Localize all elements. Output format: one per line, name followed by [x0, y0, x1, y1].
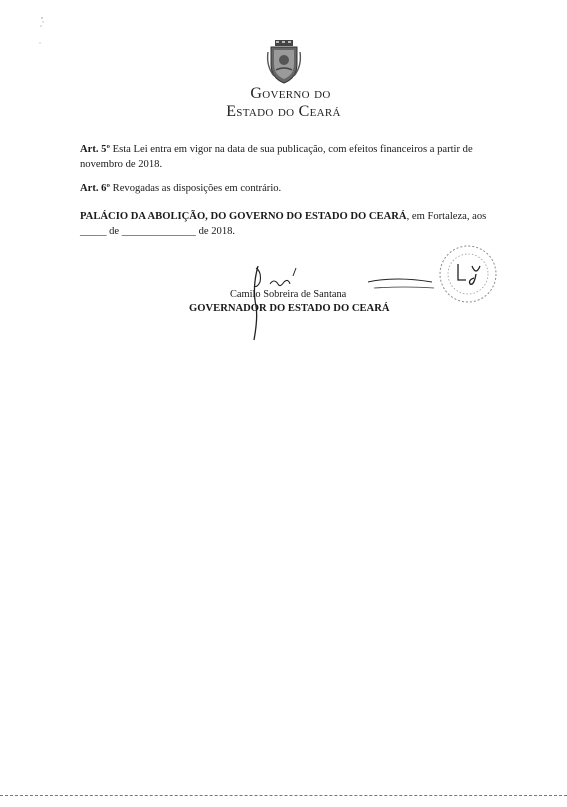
article-5 — [80, 142, 513, 172]
signatory-name: Camilo Sobreira de Santana — [230, 289, 347, 300]
letterhead-line-2: Estado do Ceará — [226, 103, 341, 120]
closing-place: PALÁCIO DA ABOLIÇÃO, DO GOVERNO DO ESTADO DO CEARÁ — [80, 211, 407, 222]
letterhead — [0, 85, 567, 121]
article-6-text: Revogadas as disposições em contrário. — [109, 183, 282, 194]
closing-statement — [80, 209, 513, 239]
official-stamp-seal-icon — [428, 240, 508, 310]
article-5-label: Art. 5º — [80, 144, 110, 155]
scan-artifact-mark — [38, 16, 46, 46]
page-bottom-rule — [0, 795, 567, 797]
closing-date-line: , em Fortaleza, aos _____ de ______________ de 2018. — [80, 211, 487, 237]
state-coat-of-arms-icon — [264, 38, 304, 84]
signatory-title: GOVERNADOR DO ESTADO DO CEARÁ — [189, 303, 390, 314]
article-6-label: Art. 6º — [80, 183, 110, 194]
letterhead-line-1: Governo do — [250, 85, 331, 102]
article-5-text: Esta Lei entra em vigor na data de sua publicação, com efeitos financeiros a partir de novembro de 2018. — [80, 144, 473, 170]
article-6 — [80, 181, 513, 196]
